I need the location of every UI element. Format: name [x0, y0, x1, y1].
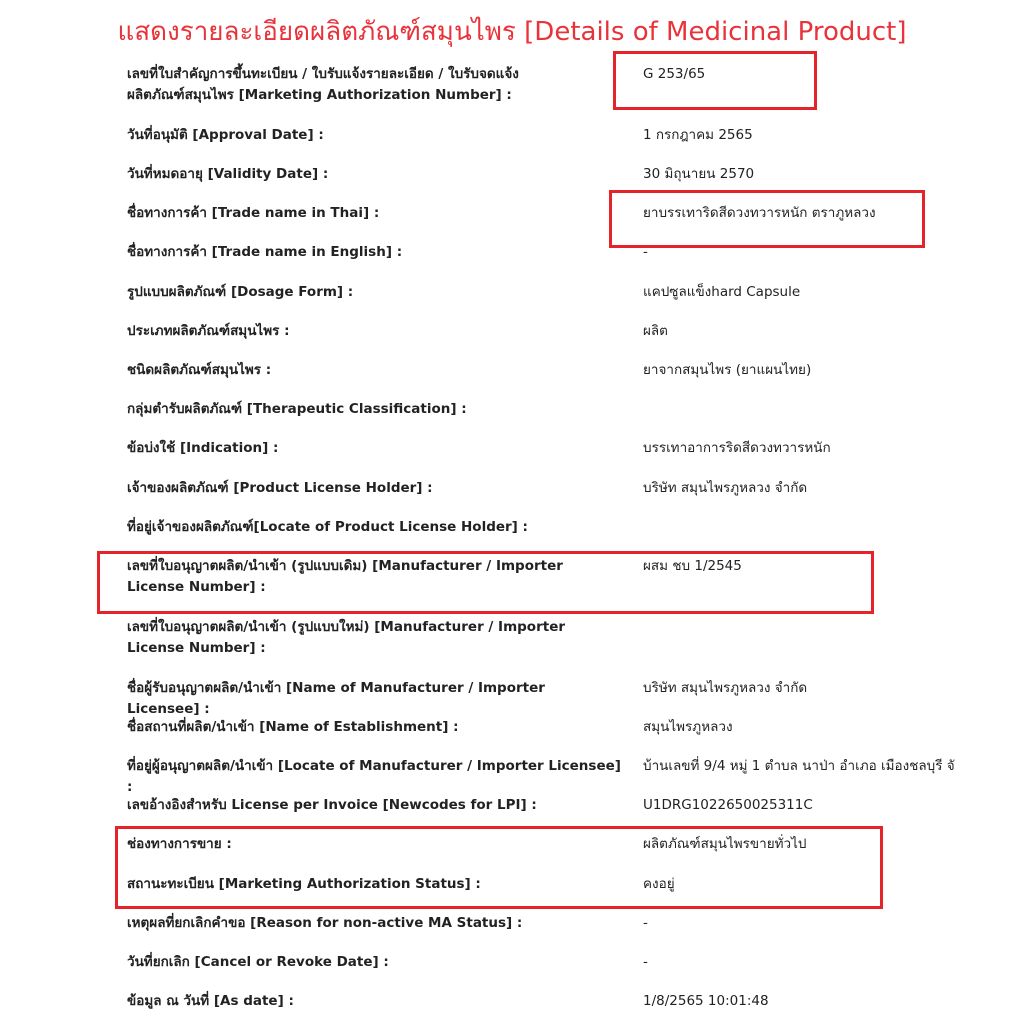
- field-value: สมุนไพรภูหลวง: [643, 719, 733, 735]
- field-value: บ้านเลขที่ 9/4 หมู่ 1 ตำบล นาป่า อำเภอ เมืองชลบุรี จั: [643, 758, 955, 774]
- field-value: 1/8/2565 10:01:48: [643, 993, 769, 1009]
- field-value: ผสม ชบ 1/2545: [643, 558, 742, 574]
- field-label: ชื่อผู้รับอนุญาตผลิต/นำเข้า [Name of Manufacturer / Importer Licensee] :: [127, 680, 545, 717]
- field-value: 1 กรกฎาคม 2565: [643, 127, 753, 143]
- field-value: แคปซูลแข็งhard Capsule: [643, 284, 801, 300]
- field-value: คงอยู่: [643, 876, 675, 892]
- field-label: ข้อมูล ณ วันที่ [As date] :: [127, 993, 294, 1009]
- field-value: ยาบรรเทาริดสีดวงทวารหนัก ตราภูหลวง: [643, 205, 876, 221]
- field-label: รูปแบบผลิตภัณฑ์ [Dosage Form] :: [127, 284, 354, 300]
- field-value: -: [643, 244, 648, 260]
- field-label: ชื่อทางการค้า [Trade name in Thai] :: [127, 205, 380, 221]
- field-label: ช่องทางการขาย :: [127, 836, 232, 852]
- field-value: บรรเทาอาการริดสีดวงทวารหนัก: [643, 440, 831, 456]
- page-title: แสดงรายละเอียดผลิตภัณฑ์สมุนไพร [Details of Medicinal Product]: [117, 17, 907, 47]
- field-label: ชนิดผลิตภัณฑ์สมุนไพร :: [127, 362, 272, 378]
- field-label: สถานะทะเบียน [Marketing Authorization Status] :: [127, 876, 481, 892]
- field-label: วันที่ยกเลิก [Cancel or Revoke Date] :: [127, 954, 389, 970]
- field-label: กลุ่มตำรับผลิตภัณฑ์ [Therapeutic Classification] :: [127, 401, 467, 417]
- field-label: ข้อบ่งใช้ [Indication] :: [127, 440, 279, 456]
- field-label: ชื่อสถานที่ผลิต/นำเข้า [Name of Establishment] :: [127, 719, 459, 735]
- field-value: บริษัท สมุนไพรภูหลวง จำกัด: [643, 680, 808, 696]
- field-value: ยาจากสมุนไพร (ยาแผนไทย): [643, 362, 812, 378]
- field-label: เลขที่ใบอนุญาตผลิต/นำเข้า (รูปแบบใหม่) [Manufacturer / Importer License Number] :: [127, 619, 566, 656]
- field-label: ที่อยู่เจ้าของผลิตภัณฑ์[Locate of Product License Holder] :: [127, 519, 528, 535]
- field-value: ผลิต: [643, 323, 668, 339]
- field-value: -: [643, 954, 648, 970]
- field-label: เลขอ้างอิงสำหรับ License per Invoice [Newcodes for LPI] :: [127, 797, 537, 813]
- field-label: ชื่อทางการค้า [Trade name in English] :: [127, 244, 403, 260]
- field-value: G 253/65: [643, 66, 706, 82]
- field-value: -: [643, 915, 648, 931]
- field-label: ที่อยู่ผู้อนุญาตผลิต/นำเข้า [Locate of Manufacturer / Importer Licensee] :: [127, 758, 621, 795]
- field-value: บริษัท สมุนไพรภูหลวง จำกัด: [643, 480, 808, 496]
- field-label: เจ้าของผลิตภัณฑ์ [Product License Holder] :: [127, 480, 433, 496]
- field-label: วันที่อนุมัติ [Approval Date] :: [127, 127, 324, 143]
- field-value: ผลิตภัณฑ์สมุนไพรขายทั่วไป: [643, 836, 807, 852]
- field-label: เลขที่ใบอนุญาตผลิต/นำเข้า (รูปแบบเดิม) [Manufacturer / Importer License Number] :: [127, 558, 563, 595]
- field-label: ประเภทผลิตภัณฑ์สมุนไพร :: [127, 323, 290, 339]
- field-label: เลขที่ใบสำคัญการขึ้นทะเบียน / ใบรับแจ้งรายละเอียด / ใบรับจดแจ้ง ผลิตภัณฑ์สมุนไพร [Marketing Authorization Number] :: [127, 66, 519, 103]
- field-value: U1DRG1022650025311C: [643, 797, 813, 813]
- field-label: วันที่หมดอายุ [Validity Date] :: [127, 166, 329, 182]
- field-value: 30 มิถุนายน 2570: [643, 166, 755, 182]
- field-label: เหตุผลที่ยกเลิกคำขอ [Reason for non-active MA Status] :: [127, 915, 523, 931]
